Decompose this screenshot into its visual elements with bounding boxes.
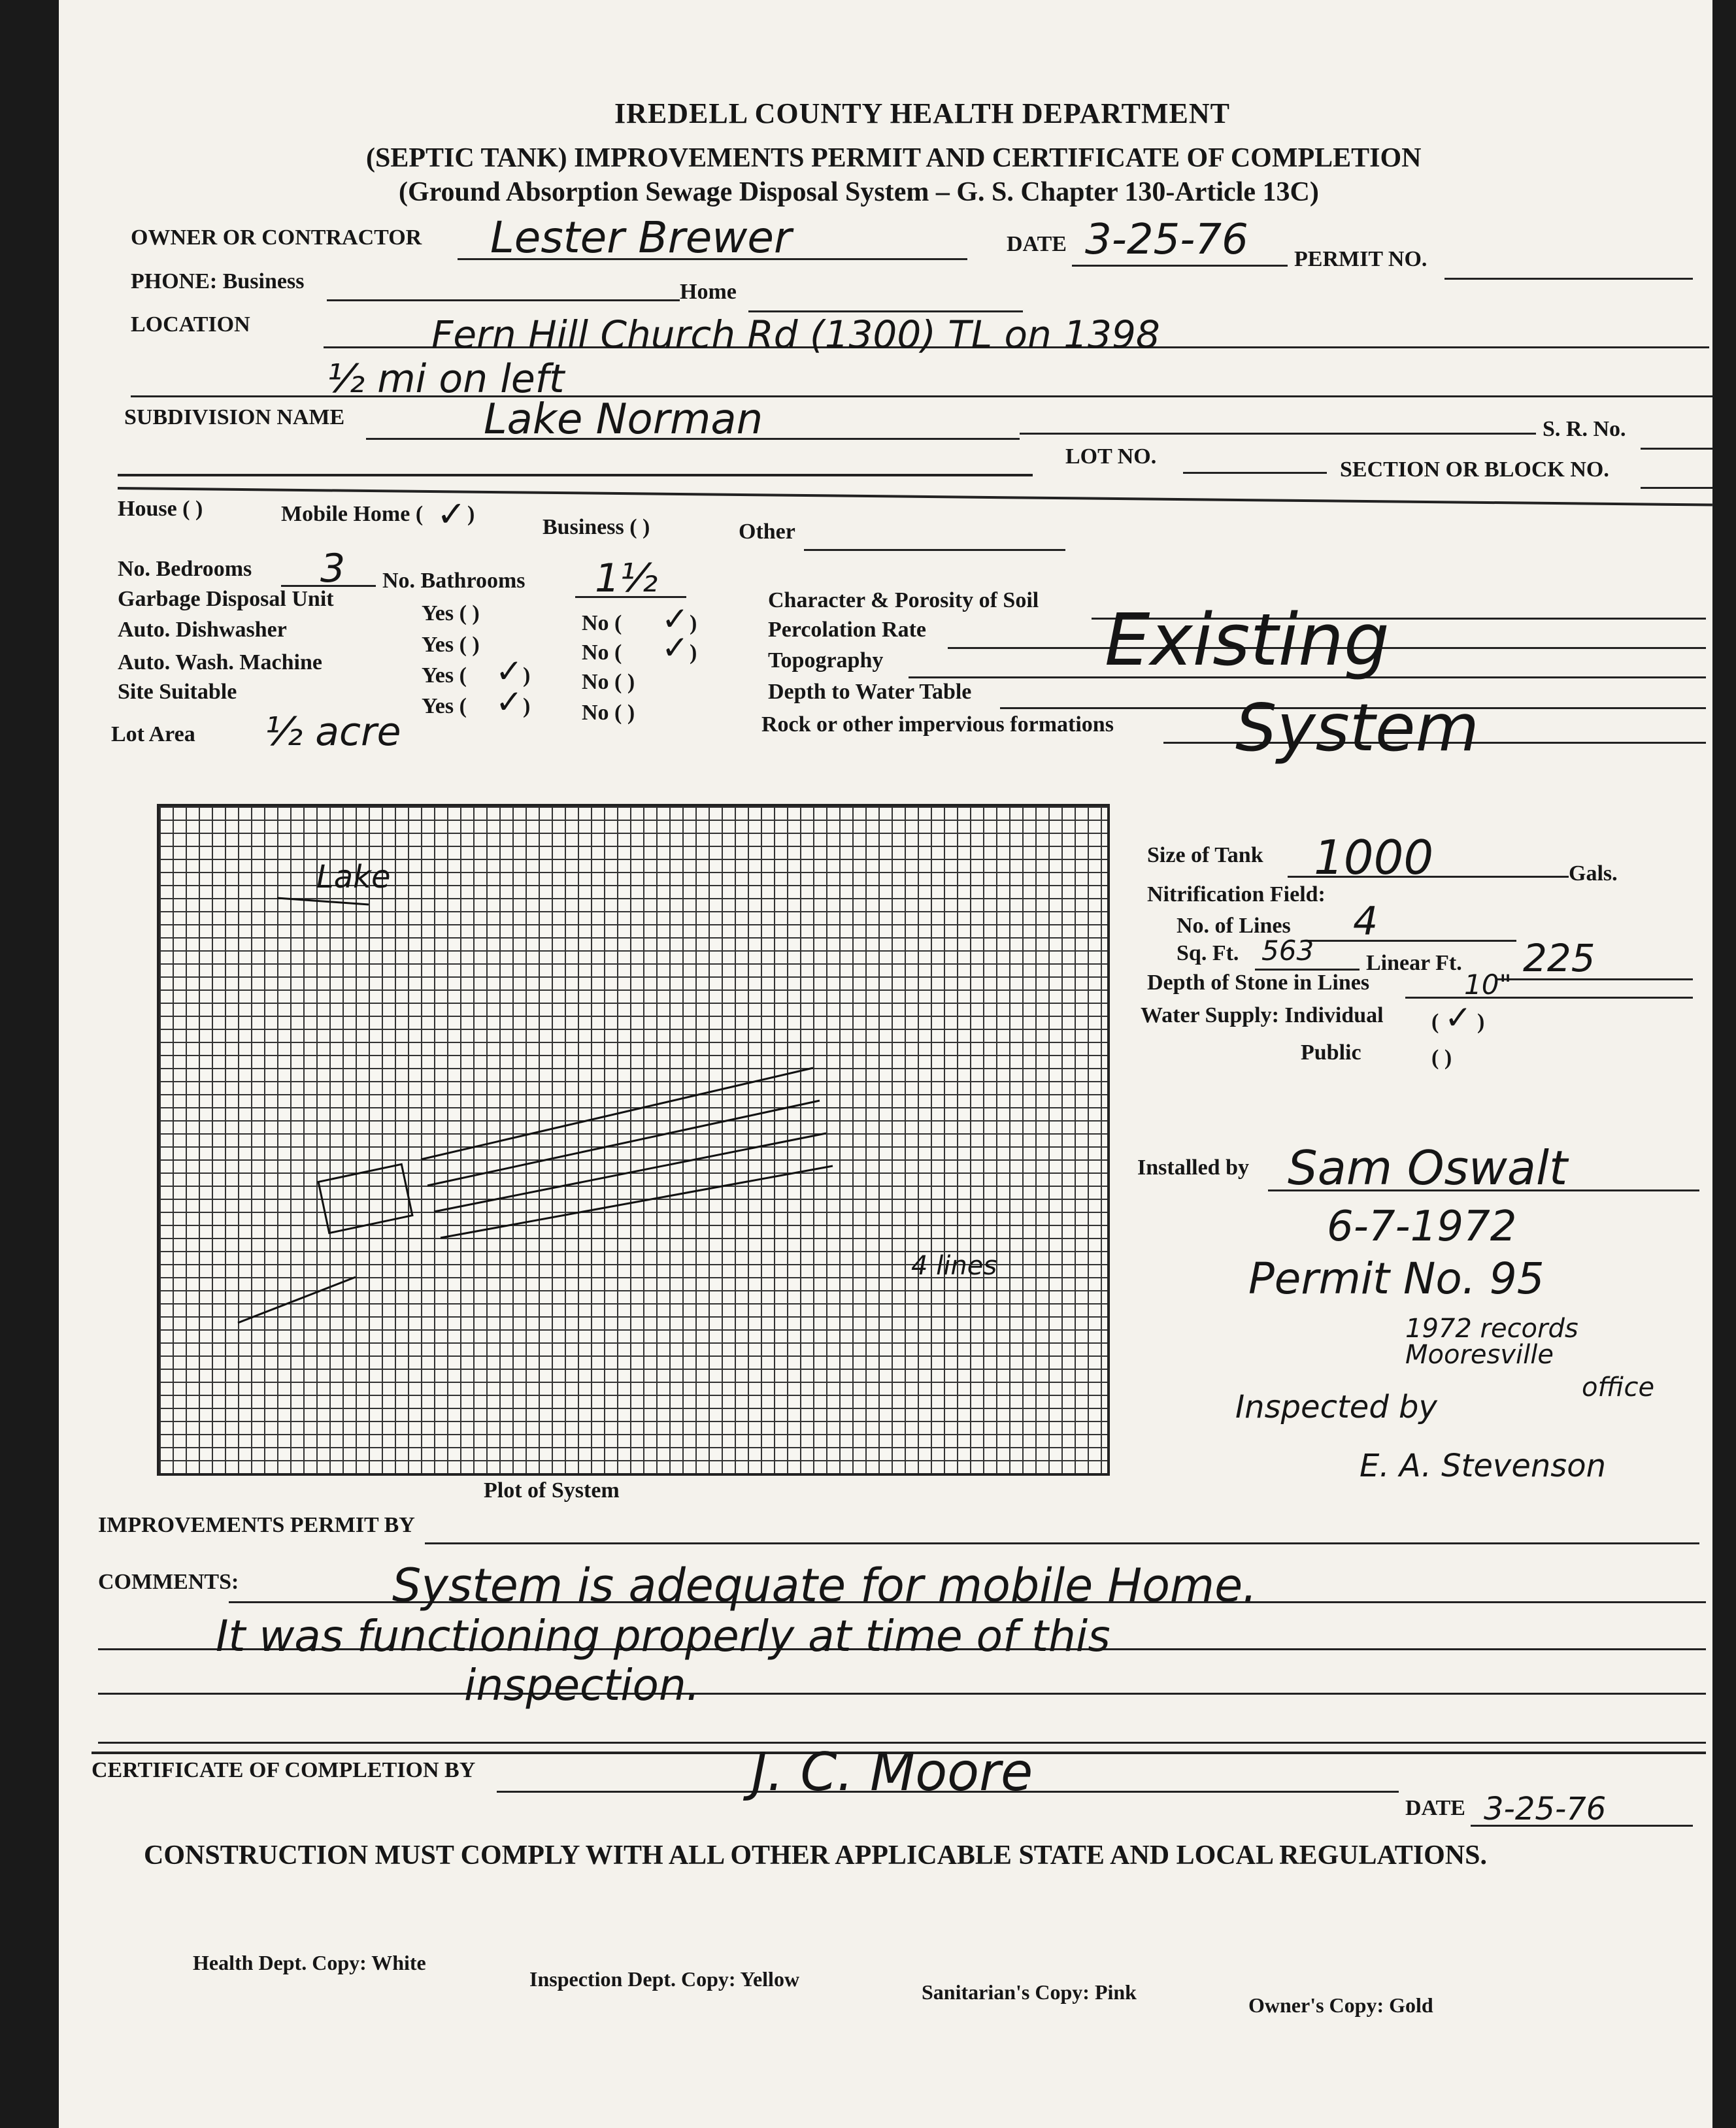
soil-rock-label: Rock or other impervious formations	[761, 712, 1114, 737]
water-public-check[interactable]: ( )	[1431, 1046, 1452, 1070]
sqft-label: Sq. Ft.	[1177, 941, 1239, 965]
owner-label: OWNER OR CONTRACTOR	[131, 225, 422, 250]
subdivision-label: SUBDIVISION NAME	[124, 405, 345, 429]
improvements-permit-label: IMPROVEMENTS PERMIT BY	[98, 1513, 415, 1537]
section-block-label: SECTION OR BLOCK NO.	[1340, 457, 1609, 482]
permit-no-label: PERMIT NO.	[1294, 247, 1427, 271]
type-business[interactable]: Business ( )	[542, 515, 650, 539]
stone-value[interactable]: 10"	[1464, 969, 1512, 1001]
date-line	[1072, 265, 1288, 267]
type-house[interactable]: House ( )	[118, 497, 203, 521]
washer-no[interactable]: No ( )	[582, 670, 635, 694]
washer-yes-close: )	[523, 663, 531, 688]
tank-size-label: Size of Tank	[1147, 843, 1263, 867]
copy-health: Health Dept. Copy: White	[193, 1951, 426, 1974]
installed-by-value[interactable]: Sam Oswalt	[1288, 1140, 1568, 1195]
washer-label: Auto. Wash. Machine	[118, 650, 322, 674]
certificate-signature[interactable]: J. C. Moore	[752, 1742, 1033, 1803]
plot-caption: Plot of System	[484, 1478, 620, 1503]
site-no[interactable]: No ( )	[582, 701, 635, 725]
plot-lines-label: 4 lines	[911, 1251, 997, 1281]
garbage-no-check[interactable]: ✓	[661, 600, 689, 638]
installed-note-inspected: Inspected by	[1235, 1389, 1437, 1425]
water-supply-label: Water Supply: Individual	[1141, 1003, 1384, 1027]
site-yes-open: Yes (	[422, 694, 467, 718]
installed-note-office: office	[1582, 1372, 1655, 1403]
tank-gals: Gals.	[1569, 861, 1618, 886]
compliance-notice: CONSTRUCTION MUST COMPLY WITH ALL OTHER APPLICABLE STATE AND LOCAL REGULATIONS.	[144, 1840, 1487, 1870]
installed-note-records: 1972 records	[1405, 1314, 1578, 1344]
soil-handwritten-system: System	[1235, 690, 1479, 766]
location-value-2[interactable]: ½ mi on left	[327, 356, 565, 402]
comments-label: COMMENTS:	[98, 1570, 239, 1594]
site-yes-close: )	[523, 694, 531, 718]
garbage-yes[interactable]: Yes ( )	[422, 601, 480, 625]
copy-inspection: Inspection Dept. Copy: Yellow	[529, 1967, 800, 1991]
tank-size-value[interactable]: 1000	[1314, 830, 1434, 885]
certificate-label: CERTIFICATE OF COMPLETION BY	[92, 1758, 476, 1782]
bathrooms-label: No. Bathrooms	[382, 569, 526, 593]
sqft-value[interactable]: 563	[1261, 935, 1314, 967]
plot-grid[interactable]	[157, 804, 1110, 1476]
soil-percolation-label: Percolation Rate	[768, 618, 927, 642]
linear-value[interactable]: 225	[1523, 936, 1595, 980]
divider-rule-1	[118, 474, 1033, 476]
soil-water-table-label: Depth to Water Table	[768, 680, 972, 704]
phone-business-label: PHONE: Business	[131, 269, 305, 293]
garbage-label: Garbage Disposal Unit	[118, 587, 334, 611]
certificate-date-value[interactable]: 3-25-76	[1484, 1791, 1607, 1827]
garbage-no-close: )	[690, 611, 697, 635]
improvements-permit-line[interactable]	[425, 1542, 1699, 1544]
lot-area-value[interactable]: ½ acre	[265, 709, 401, 755]
permit-no-line[interactable]	[1444, 278, 1693, 280]
type-mobile-home-label: Mobile Home (	[281, 502, 424, 526]
lines-label: No. of Lines	[1177, 914, 1291, 938]
lot-no-line[interactable]	[1183, 472, 1327, 474]
site-suitable-label: Site Suitable	[118, 680, 237, 704]
soil-character-label: Character & Porosity of Soil	[768, 588, 1039, 612]
lot-no-label: LOT NO.	[1065, 444, 1157, 469]
permit-form	[59, 0, 1712, 2128]
installed-note-inspector: E. A. Stevenson	[1360, 1448, 1607, 1484]
subdivision-line-ext	[1020, 433, 1536, 435]
installed-note-date: 6-7-1972	[1327, 1203, 1517, 1251]
location-value-1[interactable]: Fern Hill Church Rd (1300) TL on 1398	[431, 312, 1160, 357]
sr-no-label: S. R. No.	[1543, 417, 1626, 441]
plot-lake-label: Lake	[316, 859, 391, 895]
installed-by-label: Installed by	[1137, 1155, 1249, 1180]
water-individual-close: )	[1477, 1010, 1485, 1034]
form-subtitle: (Ground Absorption Sewage Disposal System – G. S. Chapter 130-Article 13C)	[399, 177, 1319, 207]
type-other-label: Other	[739, 520, 795, 544]
sr-no-line[interactable]	[1641, 448, 1712, 450]
type-other-line[interactable]	[804, 549, 1065, 551]
bathrooms-value[interactable]: 1½	[595, 556, 658, 601]
copy-sanitarian: Sanitarian's Copy: Pink	[922, 1980, 1137, 2004]
agency-title: IREDELL COUNTY HEALTH DEPARTMENT	[614, 97, 1230, 129]
dishwasher-no-close: )	[690, 640, 697, 665]
date-value[interactable]: 3-25-76	[1085, 216, 1248, 264]
water-individual-open: (	[1431, 1010, 1439, 1034]
bedrooms-value[interactable]: 3	[320, 546, 346, 591]
soil-handwritten-existing: Existing	[1105, 598, 1390, 682]
dishwasher-label: Auto. Dishwasher	[118, 618, 287, 642]
section-block-line[interactable]	[1641, 487, 1712, 489]
date-label: DATE	[1007, 232, 1067, 256]
comments-text-3[interactable]: inspection.	[464, 1660, 700, 1710]
installed-note-mooresville: Mooresville	[1405, 1340, 1554, 1370]
washer-yes-check[interactable]: ✓	[495, 652, 523, 690]
location-label: LOCATION	[131, 312, 250, 337]
copy-owner: Owner's Copy: Gold	[1248, 1993, 1433, 2017]
type-mobile-home-check[interactable]: ✓	[437, 493, 467, 535]
dishwasher-no-check[interactable]: ✓	[661, 629, 689, 667]
soil-topography-label: Topography	[768, 648, 884, 673]
lines-line	[1307, 940, 1516, 942]
site-yes-check[interactable]: ✓	[495, 683, 523, 721]
form-title: (SEPTIC TANK) IMPROVEMENTS PERMIT AND CERTIFICATE OF COMPLETION	[366, 143, 1422, 173]
water-individual-check[interactable]: ✓	[1444, 999, 1472, 1037]
water-public-label: Public	[1301, 1040, 1361, 1065]
phone-business-line[interactable]	[327, 299, 680, 301]
type-mobile-home-close: )	[467, 502, 475, 526]
plot-sketch	[159, 806, 1107, 1473]
installed-note-permit: Permit No. 95	[1248, 1254, 1544, 1304]
comments-text-1[interactable]: System is adequate for mobile Home.	[392, 1559, 1258, 1612]
certificate-date-label: DATE	[1405, 1796, 1465, 1820]
dishwasher-no-open: No (	[582, 640, 622, 665]
linear-label: Linear Ft.	[1366, 951, 1462, 975]
garbage-no-open: No (	[582, 611, 622, 635]
lines-value[interactable]: 4	[1353, 899, 1378, 944]
washer-yes-open: Yes (	[422, 663, 467, 688]
nitrification-label: Nitrification Field:	[1147, 882, 1326, 906]
lot-area-label: Lot Area	[111, 722, 195, 746]
comments-line-3	[98, 1693, 1706, 1695]
comments-text-2[interactable]: It was functioning properly at time of this	[216, 1611, 1110, 1661]
stone-label: Depth of Stone in Lines	[1147, 971, 1370, 995]
subdivision-value[interactable]: Lake Norman	[484, 395, 763, 444]
dishwasher-yes[interactable]: Yes ( )	[422, 633, 480, 657]
phone-home-label: Home	[680, 280, 737, 304]
owner-value[interactable]: Lester Brewer	[490, 212, 792, 263]
bedrooms-label: No. Bedrooms	[118, 557, 252, 581]
